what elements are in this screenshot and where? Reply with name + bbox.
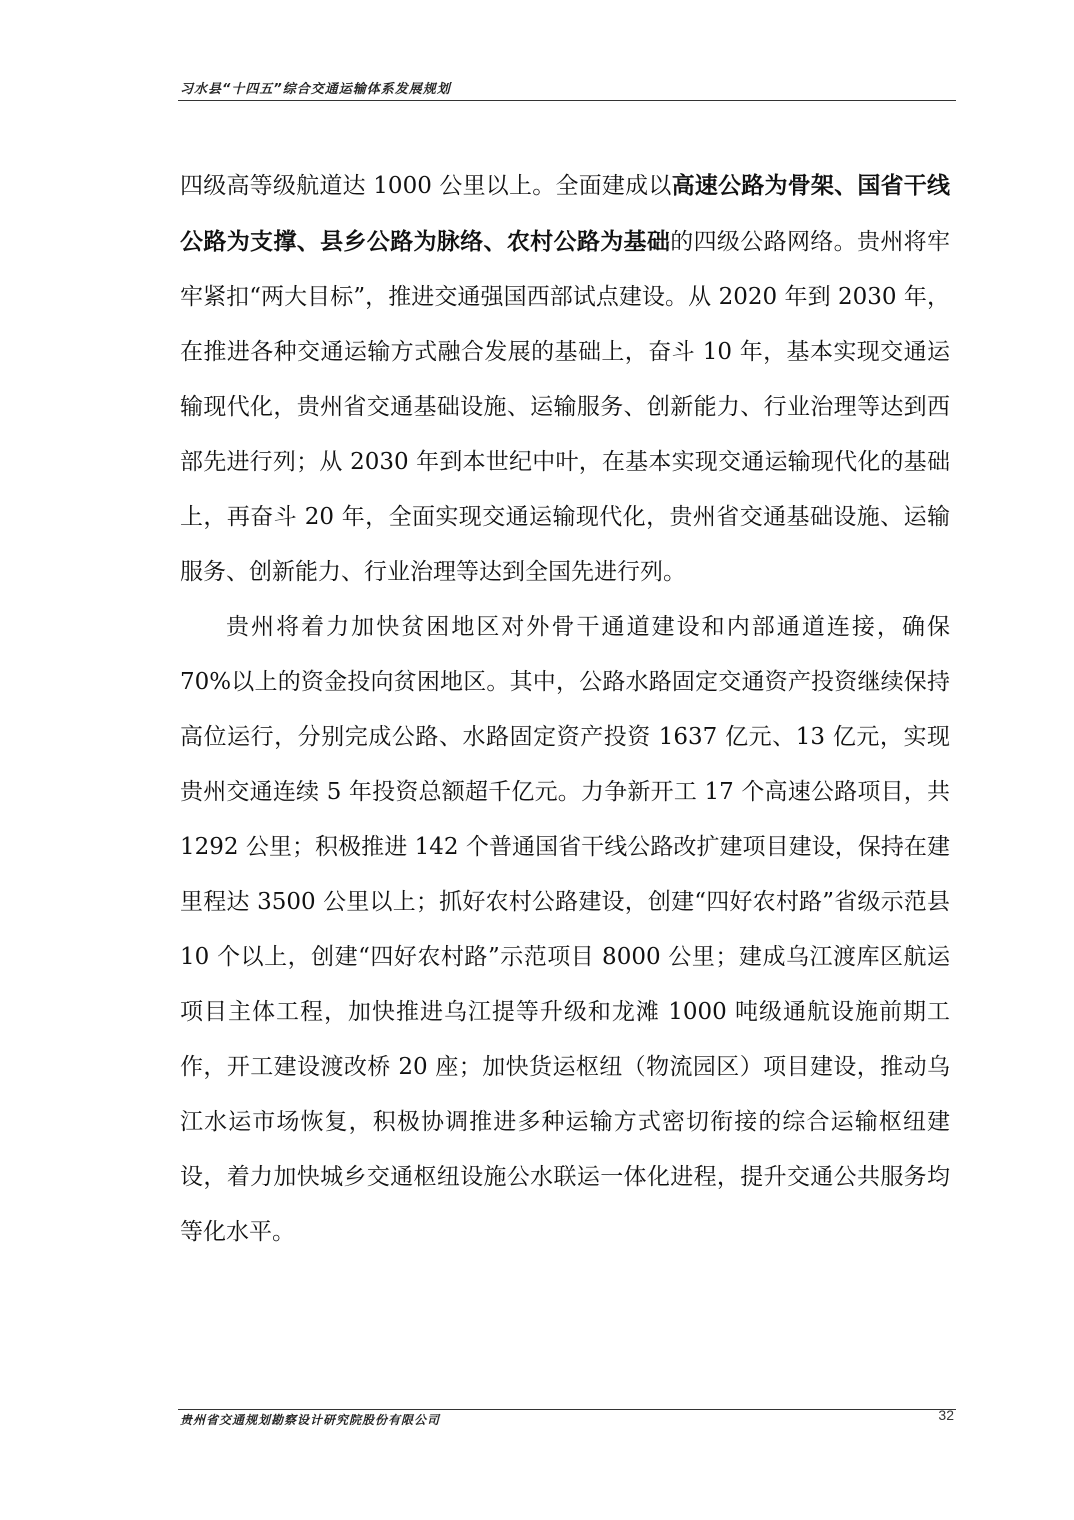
footer-divider <box>178 1409 956 1410</box>
paragraph-1-bold-emphasis: 高速公路为骨架、国省干线公路为支撑、县乡公路为脉络、农村公路为基础 <box>180 172 951 255</box>
paragraph-2: 贵州将着力加快贫困地区对外骨干通道建设和内部通道连接，确保 70%以上的资金投向贫困地区。其中，公路水路固定交通资产投资继续保持高位运行，分别完成公路、水路固定资产投资 1637 亿元、13 亿元，实现贵州交通连续 5 年投资总额超千亿元。力争新开工 17 个高速公路项目，共 1292 公里；积极推进 142 个普通国省干线公路改扩建项目建设，保持在建里程达 3500 公里以上；抓好农村公路建设，创建“四好农村路”省级示范县 10 个以上，创建“四好农村路”示范项目 8000 公里；建成乌江渡库区航运项目主体工程，加快推进乌江提等升级和龙滩 1000 吨级通航设施前期工作，开工建设渡改桥 20 座；加快货运枢纽（物流园区）项目建设，推动乌江水运市场恢复，积极协调推进多种运输方式密切衔接的综合运输枢纽建设，着力加快城乡交通枢纽设施公水联运一体化进程，提升交通公共服务均等化水平。 <box>180 614 950 1245</box>
body-text <box>180 158 950 1260</box>
paragraph-continued <box>180 158 950 600</box>
paragraph-1-text-end: 的四级公路网络。贵州将牢牢紧扣“两大目标”，推进交通强国西部试点建设。从 2020 年到 2030 年，在推进各种交通运输方式融合发展的基础上，奋斗 10 年，基本实现交通运输现代化，贵州省交通基础设施、运输服务、创新能力、行业治理等达到西部先进行列；从 2030 年到本世纪中叶，在基本实现交通运输现代化的基础上，再奋斗 20 年，全面实现交通运输现代化，贵州省交通基础设施、运输服务、创新能力、行业治理等达到全国先进行列。 <box>180 229 950 585</box>
header-divider <box>178 100 956 101</box>
paragraph-1-text-start: 四级高等级航道达 1000 公里以上。全面建成以 <box>180 173 672 199</box>
running-header-title: 习水县“十四五”综合交通运输体系发展规划 <box>180 82 451 97</box>
footer-organization: 贵州省交通规划勘察设计研究院股份有限公司 <box>180 1413 441 1427</box>
page-number: 32 <box>938 1407 954 1423</box>
